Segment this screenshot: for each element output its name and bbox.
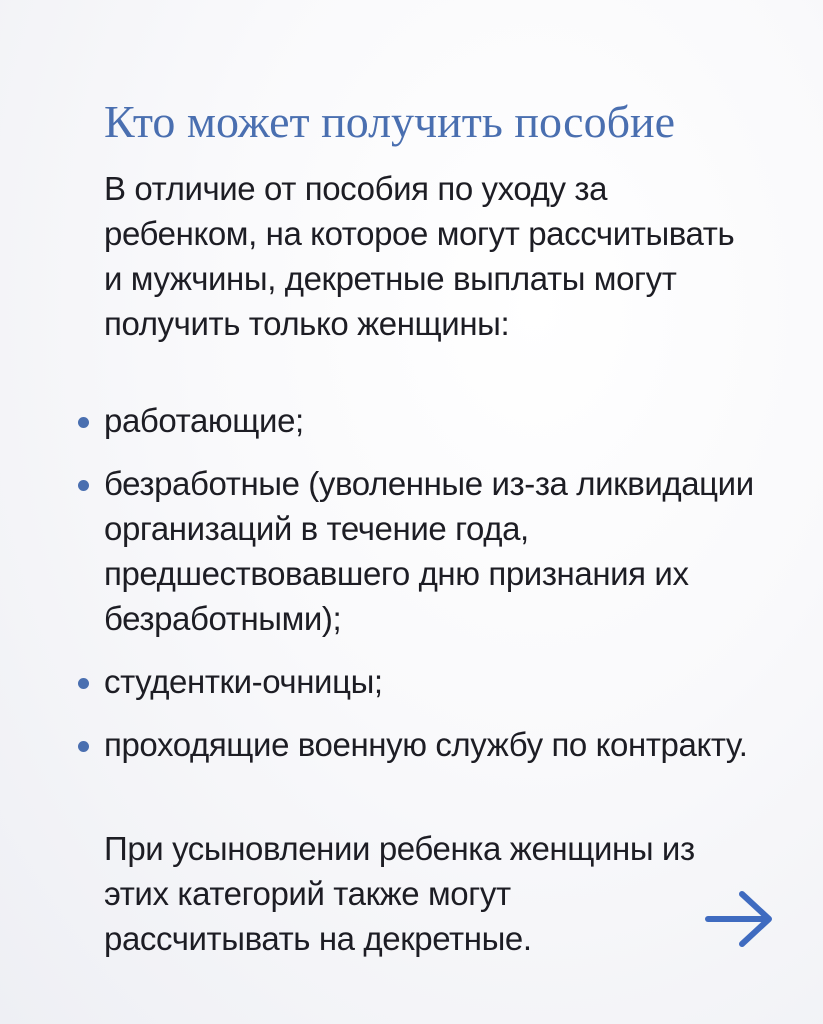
- arrow-right-icon: [704, 888, 776, 950]
- page-title: Кто может получить пособие: [104, 96, 676, 147]
- list-item-text: работающие;: [104, 402, 304, 439]
- bullet-list: [74, 398, 754, 785]
- list-item-text: проходящие военную службу по контракту.: [104, 726, 748, 763]
- bullet-dot-icon: [78, 678, 89, 689]
- list-item: [74, 398, 754, 443]
- list-item: [74, 722, 754, 767]
- intro-paragraph: В отличие от пособия по уходу за ребенком, на которое могут рассчитывать и мужчины, декретные выплаты могут получить только женщины:: [104, 170, 735, 342]
- list-item-text: безработные (уволенные из-за ликвидации организаций в течение года, предшествовавшего дню признания их безработными);: [104, 465, 754, 637]
- list-item: [74, 659, 754, 704]
- bullet-dot-icon: [78, 741, 89, 752]
- outro-paragraph: При усыновлении ребенка женщины из этих категорий также могут рассчитывать на декретные.: [104, 830, 695, 957]
- list-item-text: студентки-очницы;: [104, 663, 383, 700]
- list-item: [74, 461, 754, 641]
- bullet-dot-icon: [78, 417, 89, 428]
- next-slide-button[interactable]: [704, 888, 776, 950]
- bullet-dot-icon: [78, 480, 89, 491]
